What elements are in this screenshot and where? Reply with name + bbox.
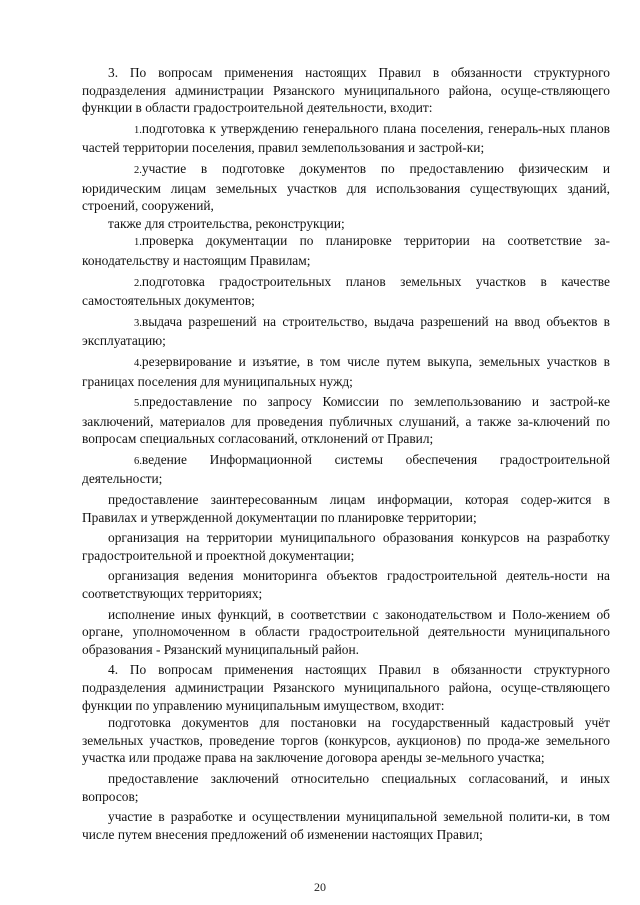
item-text: ведение Информационной системы обеспечения градостроительной деятельности; bbox=[82, 451, 610, 487]
item-text: участие в подготовке документов по предоставлению физическим и юридическим лицам земельных участков для использования существующих зданий, строений, сооружений, bbox=[82, 160, 610, 214]
item-text: предоставление заинтересованным лицам информации, которая содер-жится в Правилах и утвержденной документации по планировке территории; bbox=[82, 492, 610, 525]
item-text: также для строительства, реконструкции; bbox=[108, 215, 345, 231]
page-number: 20 bbox=[314, 880, 326, 894]
list-item bbox=[82, 529, 610, 564]
list-item bbox=[82, 353, 610, 390]
item-text: организация ведения мониторинга объектов градостроительной деятель-ности на соответствующих территориях; bbox=[82, 568, 610, 602]
section-3-intro: 3. По вопросам применения настоящих Правил в обязанности структурного подразделения администрации Рязанского муниципального района, осуще-ствляющего функции в области градостроительной деятельности, входит: bbox=[82, 65, 610, 116]
item-text: предоставление заключений относительно специальных согласований, и иных вопросов; bbox=[82, 770, 610, 804]
item-number: 1. bbox=[134, 124, 142, 136]
list-item bbox=[82, 770, 610, 805]
item-text: резервирование и изъятие, в том числе путем выкупа, земельных участков в границах поселения для муниципальных нужд; bbox=[82, 353, 610, 389]
item-number: 2. bbox=[134, 164, 142, 176]
item-text: проверка документации по планировке территории на соответствие за-конодательству и настоящим Правилам; bbox=[82, 233, 610, 268]
list-item bbox=[82, 714, 610, 767]
item-text: выдача разрешений на строительство, выдача разрешений на ввод объектов в эксплуатацию; bbox=[82, 313, 610, 349]
item-text: участие в разработке и осуществлении муниципальной земельной полити-ки, в том числе путем внесения предложений об изменении настоящих Правил; bbox=[82, 809, 610, 842]
list-item bbox=[82, 606, 610, 659]
list-item bbox=[82, 273, 610, 310]
item-number: 2. bbox=[134, 277, 142, 289]
list-item bbox=[82, 567, 610, 602]
list-item bbox=[82, 120, 610, 157]
item-text: подготовка к утверждению генерального плана поселения, генераль-ных планов частей территории поселения, правил землепользования и застрой-ки; bbox=[82, 120, 610, 156]
item-text: подготовка документов для постановки на государственный кадастровый учёт земельных участков, проведение торгов (конкурсов, аукционов) по прода-же земельного участка или продаже права на заключение договора аренды зе-мельного участка; bbox=[82, 715, 610, 766]
list-item bbox=[82, 160, 610, 215]
list-item bbox=[82, 393, 610, 448]
list-item bbox=[82, 451, 610, 488]
list-item bbox=[82, 491, 610, 526]
list-item bbox=[82, 232, 610, 269]
document-body bbox=[82, 64, 610, 843]
item-text: исполнение иных функций, в соответствии с законодательством и Поло-жением об органе, уполномоченном в области градостроительной деятельности муниципального образования - Рязанский муниципальный район. bbox=[82, 606, 610, 657]
item-number: 4. bbox=[134, 357, 142, 369]
item-number: 5. bbox=[134, 398, 142, 410]
item-text: организация на территории муниципального образования конкурсов на разработку градостроительной и проектной документации; bbox=[82, 530, 610, 563]
item-number: 3. bbox=[134, 317, 142, 329]
list-item bbox=[82, 808, 610, 843]
item-text: подготовка градостроительных планов земельных участков в качестве самостоятельных документов; bbox=[82, 273, 610, 309]
item-number: 1. bbox=[134, 237, 142, 249]
item-text: предоставление по запросу Комиссии по землепользованию и застрой-ке заключений, материалов для проведения публичных слушаний, а также за-ключений по вопросам специальных согласований, отклонений от Правил; bbox=[82, 394, 610, 447]
list-item bbox=[82, 215, 610, 233]
list-item bbox=[82, 313, 610, 350]
section-4-intro: 4. По вопросам применения настоящих Правил в обязанности структурного подразделения администрации Рязанского муниципального района, осуще-ствляющего функции по управлению муниципальным имуществом, входит: bbox=[82, 662, 610, 713]
item-number: 6. bbox=[134, 455, 142, 467]
